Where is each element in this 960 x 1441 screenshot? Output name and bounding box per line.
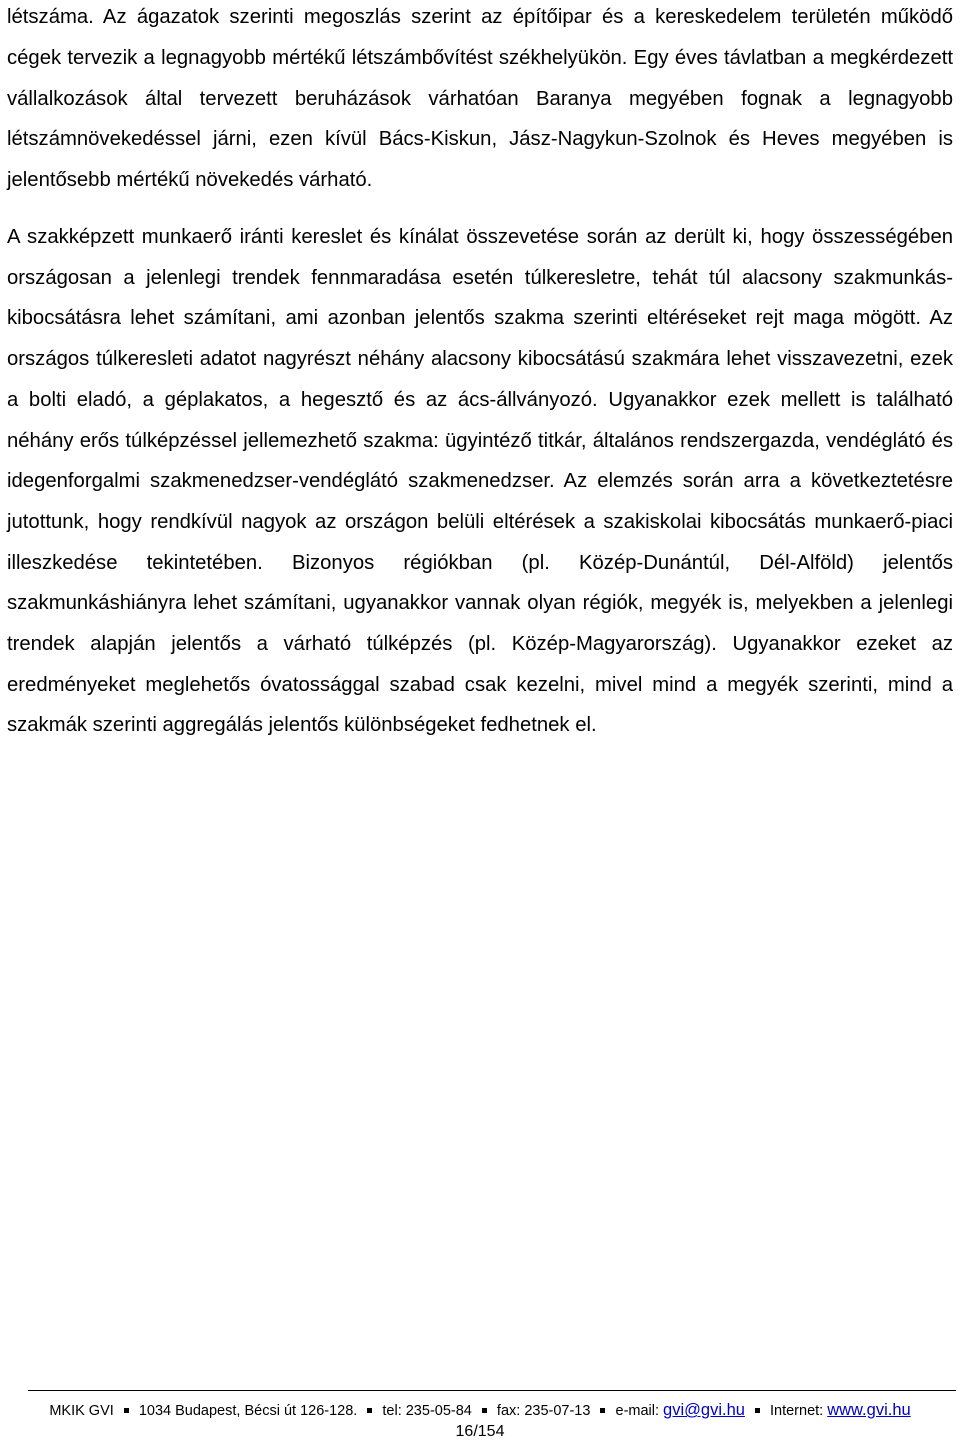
footer-email-label: e-mail:	[615, 1403, 660, 1419]
footer-phone: tel: 235-05-84	[382, 1403, 472, 1419]
footer-address: 1034 Budapest, Bécsi út 126-128.	[138, 1403, 358, 1419]
footer-divider	[28, 1390, 956, 1391]
footer-contact-line	[0, 1401, 960, 1420]
bullet-separator-icon	[367, 1408, 372, 1413]
footer-organization: MKIK GVI	[49, 1403, 114, 1419]
page-number: 16/154	[455, 1423, 505, 1440]
footer-website-link[interactable]: www.gvi.hu	[827, 1401, 911, 1419]
bullet-separator-icon	[755, 1408, 760, 1413]
bullet-separator-icon	[482, 1408, 487, 1413]
bullet-separator-icon	[600, 1408, 605, 1413]
body-paragraph-2: A szakképzett munkaerő iránti kereslet és kínálat összevetése során az derült ki, hogy összességében országosan a jelenlegi trendek fennmaradása esetén túlkeresletre, tehát túl alacsony szakmunkás-kibocsátásra lehet számítani, ami azonban jelentős szakma szerinti eltéréseket rejt maga mögött. Az országos túlkeresleti adatot nagyrészt néhány alacsony kibocsátású szakmára lehet visszavezetni, ezek a bolti eladó, a géplakatos, a hegesztő és az ács-állványozó. Ugyanakkor ezek mellett is található néhány erős túlképzéssel jellemezhető szakma: ügyintéző titkár, általános rendszergazda, vendéglátó és idegenforgalmi szakmenedzser-vendéglátó szakmenedzser. Az elemzés során arra a következtetésre jutottunk, hogy rendkívül nagyok az országon belüli eltérések a szakiskolai kibocsátás munkaerő-piaci illeszkedése tekintetében. Bizonyos régiókban (pl. Közép-Dunántúl, Dél-Alföld) jelentős szakmunkáshiányra lehet számítani, ugyanakkor vannak olyan régiók, megyék is, melyekben a jelenlegi trendek alapján jelentős a várható túlképzés (pl. Közép-Magyarország). Ugyanakkor ezeket az eredményeket meglehetős óvatossággal szabad csak kezelni, mivel mind a megyék szerinti, mind a szakmák szerinti aggregálás jelentős különbségeket fedhetnek el.	[7, 226, 953, 737]
body-paragraph-1: létszáma. Az ágazatok szerinti megoszlás szerint az építőipar és a kereskedelem területén működő cégek tervezik a legnagyobb mértékű létszámbővítést székhelyükön. Egy éves távlatban a megkérdezett vállalkozások által tervezett beruházások várhatóan Baranya megyében fognak a legnagyobb létszámnövekedéssel járni, ezen kívül Bács-Kiskun, Jász-Nagykun-Szolnok és Heves megyében is jelentősebb mértékű növekedés várható.	[7, 6, 953, 192]
footer-internet-label: Internet:	[769, 1403, 824, 1419]
footer-fax: fax: 235-07-13	[496, 1403, 591, 1419]
footer-email-link[interactable]: gvi@gvi.hu	[663, 1401, 745, 1419]
bullet-separator-icon	[124, 1408, 129, 1413]
